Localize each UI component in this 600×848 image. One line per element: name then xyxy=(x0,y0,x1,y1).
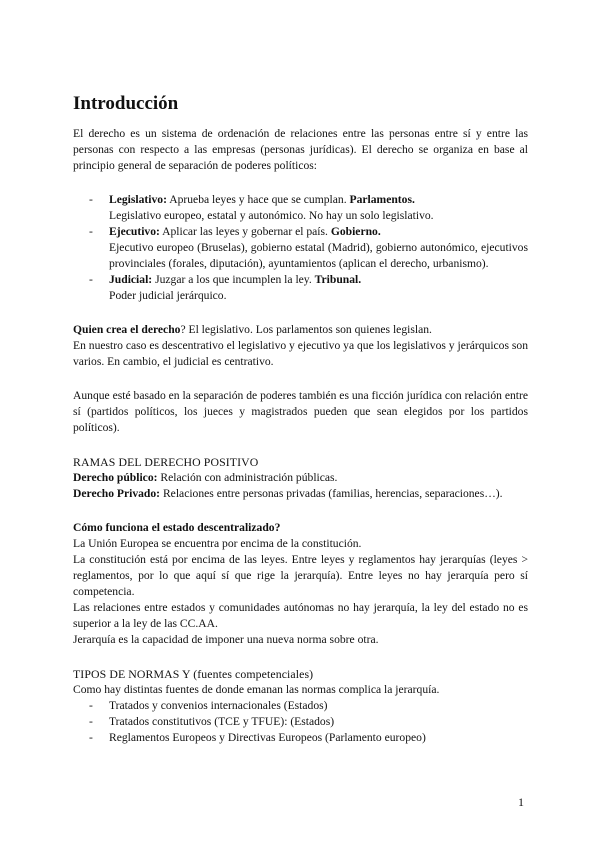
power-desc: Juzgar a los que incumplen la ley. xyxy=(152,273,315,286)
who-creates-answer: ? El legislativo. Los parlamentos son quienes legislan. xyxy=(180,323,432,336)
rama-term: Derecho público: xyxy=(73,471,158,484)
power-desc: Aprueba leyes y hace que se cumplan. xyxy=(166,193,350,206)
rama-desc: Relación con administración públicas. xyxy=(157,471,338,484)
descentralizado-line: La Unión Europea se encuentra por encima de la constitución. xyxy=(73,537,362,550)
page-title: Introducción xyxy=(73,93,179,114)
intro-paragraph: El derecho es un sistema de ordenación de relaciones entre las personas entre sí y entre las personas con respecto a las empresas (personas jurídicas). El derecho se organiza en base al principio general de separación de poderes políticos: xyxy=(73,127,528,172)
power-term: Ejecutivo: xyxy=(109,225,160,238)
power-body: Parlamentos. xyxy=(349,193,415,206)
who-creates-question: Quien crea el derecho xyxy=(73,323,181,336)
fiction-note: Aunque esté basado en la separación de poderes también es una ficción jurídica con relación entre sí (partidos políticos, los jueces y magistrados pueden que sean elegidos por los partidos políticos). xyxy=(73,389,528,434)
power-detail: Legislativo europeo, estatal y autonómico. No hay un solo legislativo. xyxy=(109,209,434,222)
who-creates-detail: En nuestro caso es descentrativo el legislativo y ejecutivo ya que los legislativos y jerárquicos son varios. En cambio, el judicial es centrativo. xyxy=(73,339,528,368)
tipos-intro: Como hay distintas fuentes de donde emanan las normas complica la jerarquía. xyxy=(73,683,440,696)
ramas-item-publico xyxy=(73,470,528,486)
tipos-list xyxy=(73,698,528,746)
power-term: Judicial: xyxy=(109,273,153,286)
power-desc: Aplicar las leyes y gobernar el país. xyxy=(159,225,331,238)
descentralizado-line: La constitución está por encima de las leyes. Entre leyes y reglamentos hay jerarquías (leyes > reglamentos, por lo que aquí sí que rige la jerarquía). Entre leyes no hay jerarquía pero sí competencia. xyxy=(73,553,528,598)
list-item-judicial xyxy=(73,272,528,304)
tipos-heading: TIPOS DE NORMAS Y (fuentes competenciales) xyxy=(73,667,314,681)
powers-list xyxy=(73,192,528,304)
ramas-item-privado xyxy=(73,486,528,502)
page-content xyxy=(73,92,528,746)
power-body: Gobierno. xyxy=(330,225,381,238)
descentralizado-line: Jerarquía es la capacidad de imponer una nueva norma sobre otra. xyxy=(73,633,379,646)
list-item: - Tratados y convenios internacionales (Estados) xyxy=(73,698,528,714)
power-detail: Ejecutivo europeo (Bruselas), gobierno estatal (Madrid), gobierno autonómico, ejecutivos provinciales (forales, diputación), ayuntamientos (aplican el derecho, urbanismo). xyxy=(109,241,528,270)
rama-term: Derecho Privado: xyxy=(73,487,161,500)
power-detail: Poder judicial jerárquico. xyxy=(109,289,227,302)
descentralizado-heading: Cómo funciona el estado descentralizado? xyxy=(73,521,281,534)
rama-desc: Relaciones entre personas privadas (familias, herencias, separaciones…). xyxy=(160,487,503,500)
list-item: - Tratados constitutivos (TCE y TFUE): (Estados) xyxy=(73,714,528,730)
power-body: Tribunal. xyxy=(314,273,362,286)
list-item: - Reglamentos Europeos y Directivas Europeos (Parlamento europeo) xyxy=(73,730,528,746)
who-creates-line xyxy=(73,322,528,338)
power-term: Legislativo: xyxy=(109,193,167,206)
descentralizado-line: Las relaciones entre estados y comunidades autónomas no hay jerarquía, la ley del estado no es superior a la ley de las CC.AA. xyxy=(73,601,528,630)
list-item-ejecutivo xyxy=(73,224,528,272)
ramas-heading: RAMAS DEL DERECHO POSITIVO xyxy=(73,455,259,469)
list-item-legislativo xyxy=(73,192,528,224)
page-number: 1 xyxy=(518,795,524,809)
